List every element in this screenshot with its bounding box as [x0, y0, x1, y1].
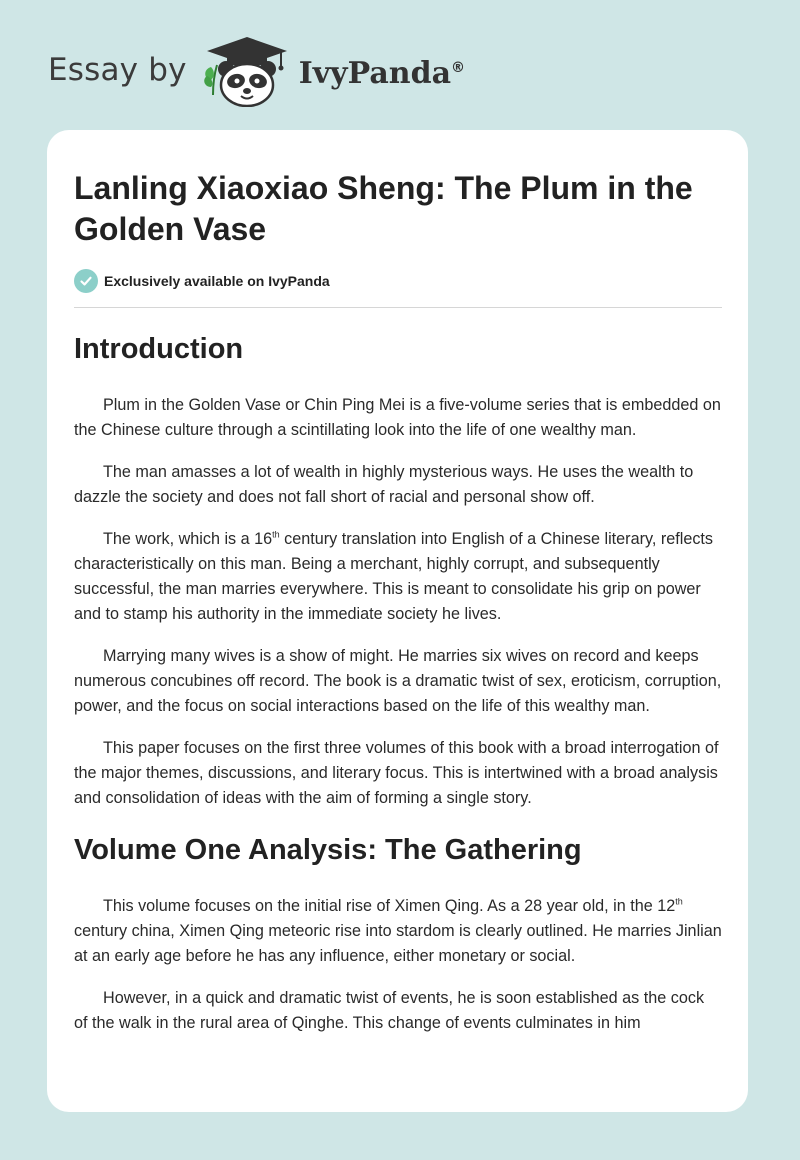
- brand-prefix: Essay by: [48, 52, 187, 88]
- paragraph: Marrying many wives is a show of might. He marries six wives on record and keeps numerous concubines off record. The book is a dramatic twist of sex, eroticism, corruption, power, and the focus on social interactions based on the life of this wealthy man.: [74, 647, 722, 715]
- superscript: th: [272, 529, 280, 540]
- superscript: th: [675, 896, 683, 907]
- paragraph: The man amasses a lot of wealth in highly mysterious ways. He uses the wealth to dazzle the society and does not fall short of racial and personal show off.: [74, 463, 694, 506]
- paragraph: This volume focuses on the initial rise of Ximen Qing. As a 28 year old, in the 12th century china, Ximen Qing meteoric rise into stardom is clearly outlined. He marries Jinlian at an early age before he has any influence, either monetary or social.: [74, 896, 722, 965]
- section-heading: Introduction: [74, 333, 244, 365]
- registered-mark: ®: [451, 59, 466, 76]
- exclusive-badge: [74, 269, 722, 308]
- essay-title: Lanling Xiaoxiao Sheng: The Plum in the Golden Vase: [74, 170, 693, 247]
- section-heading: Volume One Analysis: The Gathering: [74, 834, 582, 866]
- panda-mascot-icon: [201, 35, 293, 107]
- site-logo[interactable]: [48, 36, 465, 106]
- paragraph: However, in a quick and dramatic twist of events, he is soon established as the cock of the walk in the rural area of Qinghe. This change of events culminates in him: [74, 989, 705, 1032]
- check-circle-icon: [74, 269, 98, 293]
- paragraph: Plum in the Golden Vase or Chin Ping Mei is a five-volume series that is embedded on the Chinese culture through a scintillating look into the life of one wealthy man.: [74, 396, 721, 439]
- exclusive-badge-label: Exclusively available on IvyPanda: [104, 273, 330, 289]
- paragraph: The work, which is a 16th century translation into English of a Chinese literary, reflects characteristically on this man. Being a merchant, highly corrupt, and subsequently successful, the man marries everywhere. This is meant to consolidate his grip on power and to stamp his authority in the immediate society he lives.: [74, 529, 714, 623]
- brand-name: IvyPanda®: [298, 55, 466, 91]
- essay-card: [47, 130, 748, 1112]
- paragraph: This paper focuses on the first three volumes of this book with a broad interrogation of the major themes, discussions, and literary focus. This is intertwined with a broad analysis and consolidation of ideas with the aim of forming a single story.: [74, 739, 719, 807]
- essay-body: [74, 331, 722, 1036]
